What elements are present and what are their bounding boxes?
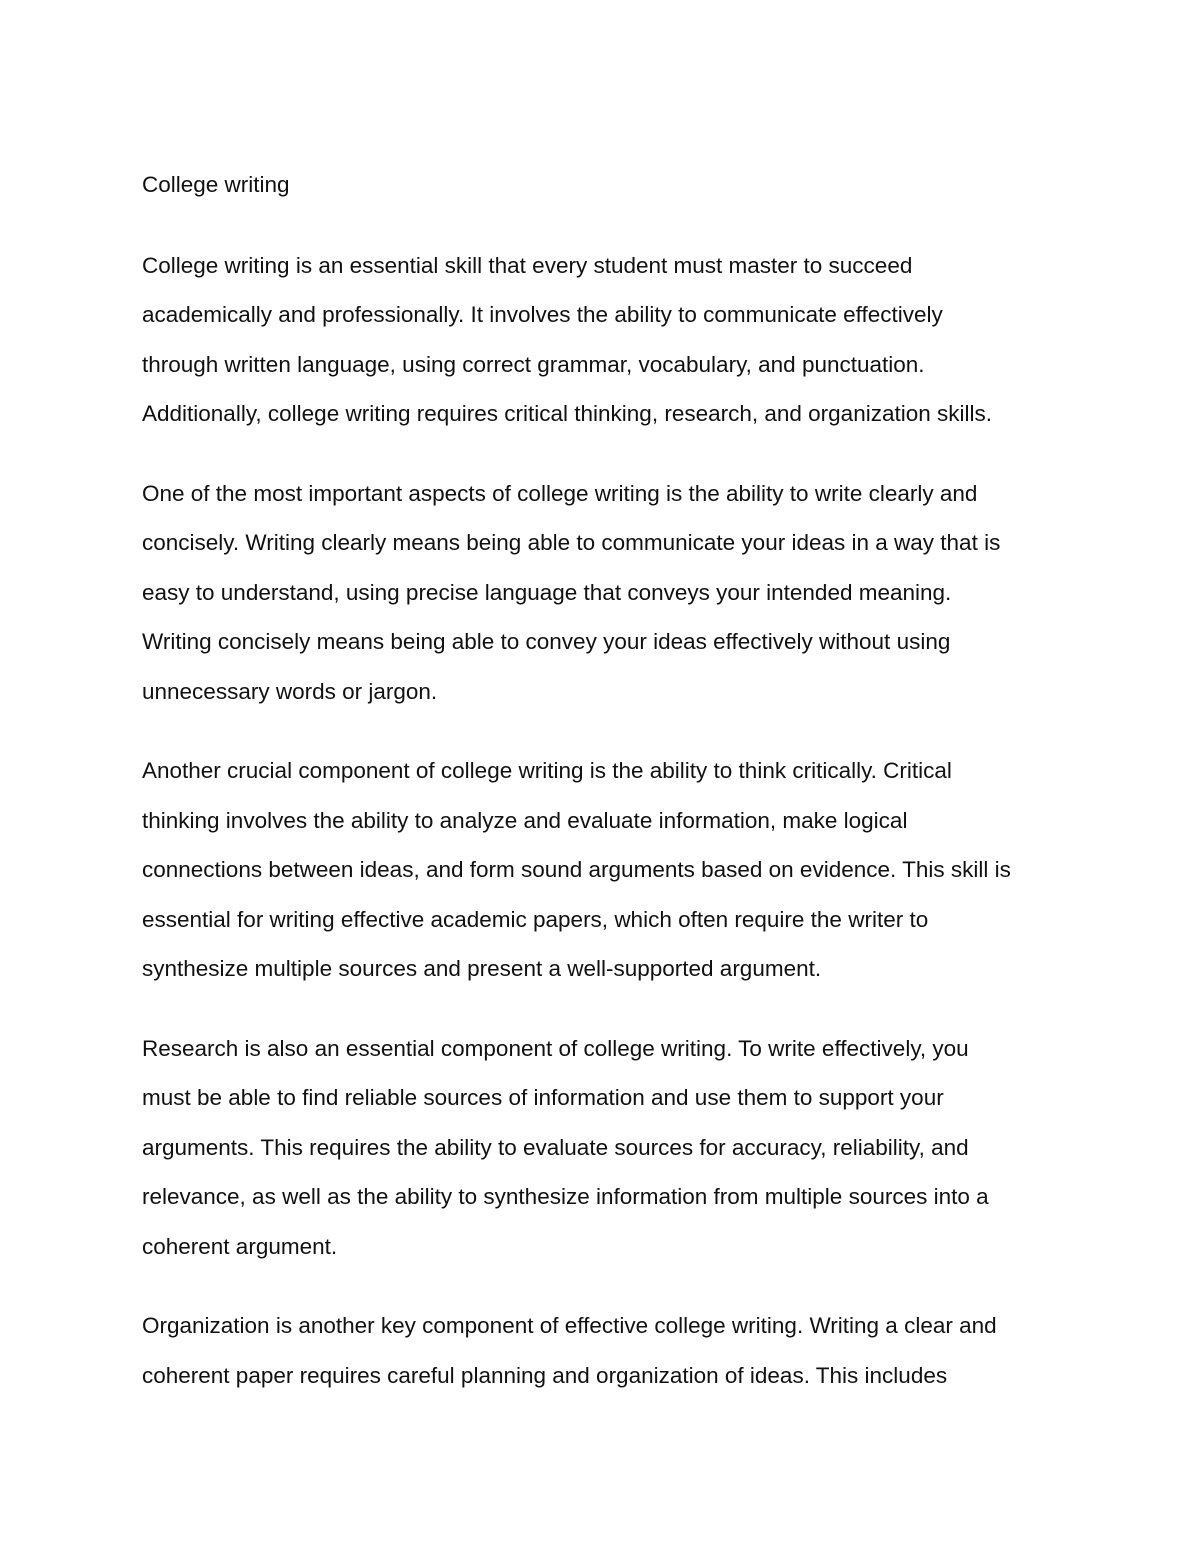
paragraph-line: connections between ideas, and form sound arguments based on evidence. This skill is [142,857,1011,882]
paragraph-line: thinking involves the ability to analyze and evaluate information, make logical [142,807,908,833]
paragraph-5 [142,1301,1062,1400]
paragraph-line: concisely. Writing clearly means being able to communicate your ideas in a way that is [142,530,1001,555]
paragraph-1 [142,241,1062,439]
paragraph-line: College writing is an essential skill that every student must master to succeed [142,252,913,278]
paragraph-line: Additionally, college writing requires critical thinking, research, and organization skills. [142,401,992,426]
paragraph-line: must be able to find reliable sources of information and use them to support your [142,1085,944,1110]
paragraph-line: arguments. This requires the ability to evaluate sources for accuracy, reliability, and [142,1134,969,1160]
paragraph-2 [142,469,1062,717]
paragraph-line: One of the most important aspects of college writing is the ability to write clearly and [142,480,978,506]
paragraph-line: relevance, as well as the ability to synthesize information from multiple sources into a [142,1184,989,1209]
paragraph-line: through written language, using correct grammar, vocabulary, and punctuation. [142,351,925,377]
paragraph-line: unnecessary words or jargon. [142,678,438,704]
paragraph-line: academically and professionally. It involves the ability to communicate effectively [142,302,943,327]
paragraph-line: Research is also an essential component of college writing. To write effectively, you [142,1035,969,1061]
paragraph-line: Organization is another key component of effective college writing. Writing a clear and [142,1313,997,1338]
document-title: College writing [142,172,290,197]
paragraph-line: coherent paper requires careful planning and organization of ideas. This includes [142,1362,948,1388]
document-body [142,160,1062,1430]
paragraph-line: synthesize multiple sources and present a well-supported argument. [142,956,822,981]
paragraph-3 [142,746,1062,994]
paragraph-line: Another crucial component of college writing is the ability to think critically. Critical [142,758,952,783]
paragraph-4 [142,1024,1062,1272]
paragraph-line: Writing concisely means being able to convey your ideas effectively without using [142,629,951,654]
paragraph-line: easy to understand, using precise language that conveys your intended meaning. [142,579,952,605]
paragraph-line: essential for writing effective academic papers, which often require the writer to [142,906,929,932]
paragraph-line: coherent argument. [142,1233,338,1259]
